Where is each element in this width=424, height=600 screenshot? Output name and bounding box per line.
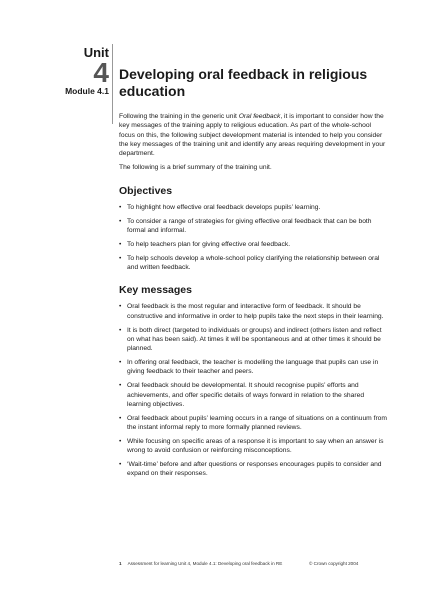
summary-paragraph: The following is a brief summary of the training unit. (119, 164, 272, 172)
bullet-icon: • (119, 326, 122, 334)
bullet-icon: • (119, 414, 122, 422)
list-item (119, 217, 387, 236)
objectives-heading: Objectives (119, 184, 173, 197)
list-item-text: To help teachers plan for giving effective oral feedback. (127, 240, 291, 248)
page-footer (119, 561, 387, 567)
list-item (119, 326, 387, 354)
list-item (119, 203, 387, 212)
list-item-text: It is both direct (targeted to individuals or groups) and indirect (others listen and reflect on what has been said). At times it will be spontaneous and at other times it should be planned. (127, 326, 382, 353)
footer-text: Assessment for learning Unit 4, Module 4.1: Developing oral feedback in RE (127, 561, 283, 566)
main-content (119, 112, 387, 483)
unit-number: 4 (93, 57, 109, 88)
header-divider (112, 44, 113, 124)
bullet-icon: • (119, 254, 122, 262)
copyright-text: © Crown copyright 2004 (309, 561, 359, 566)
bullet-icon: • (119, 461, 122, 469)
list-item-text: While focusing on specific areas of a response it is important to say when an answer is wrong to avoid confusion or reinforcing misconceptions. (127, 437, 384, 455)
list-item-text: To highlight how effective oral feedback develops pupils’ learning. (127, 203, 321, 211)
list-item (119, 358, 387, 377)
key-messages-heading: Key messages (119, 284, 192, 297)
intro-italic-term: Oral feedback (238, 113, 281, 120)
list-item-text: Oral feedback should be developmental. It should recognise pupils’ efforts and achievements, and offer specific details of ways forward in relation to the shared learning objectives. (127, 382, 365, 408)
bullet-icon: • (119, 203, 122, 211)
unit-badge (0, 46, 109, 97)
list-item-text: To consider a range of strategies for giving effective oral feedback that can be both formal and informal. (127, 217, 372, 234)
intro-text-end: , it is important to consider how the key messages of the training apply to religious education. As part of the whole-school focus on this, the following subject development material is intended to help you consider the key messages of the training unit and identify any areas requiring development in your department. (119, 113, 386, 158)
list-item (119, 414, 387, 433)
intro-text-start: Following the training in the generic unit (119, 113, 239, 120)
bullet-icon: • (119, 217, 122, 225)
list-item-text: Oral feedback is the most regular and interactive form of feedback. It should be constructive and informative in order to help pupils take the next steps in their learning. (127, 303, 384, 320)
list-item (119, 240, 387, 249)
bullet-icon: • (119, 303, 122, 311)
list-item-text: To help schools develop a whole-school policy clarifying the relationship between oral and written feedback. (127, 254, 380, 272)
list-item (119, 302, 387, 321)
bullet-icon: • (119, 382, 122, 390)
list-item (119, 460, 387, 479)
list-item-text: In offering oral feedback, the teacher is modelling the language that pupils can use in giving feedback to their teacher and peers. (127, 359, 379, 376)
unit-label: Unit (83, 45, 109, 60)
intro-paragraph (119, 112, 387, 158)
list-item (119, 437, 387, 456)
module-label: Module 4.1 (65, 86, 109, 96)
list-item (119, 381, 387, 409)
bullet-icon: • (119, 359, 122, 367)
list-item-text: Oral feedback about pupils’ learning occurs in a range of situations on a continuum from the instant informal reply to more formally planned reviews. (127, 414, 387, 431)
page-title: Developing oral feedback in religious education (119, 66, 368, 99)
objectives-list (119, 203, 387, 273)
bullet-icon: • (119, 437, 122, 445)
list-item-text: ‘Wait-time’ before and after questions or responses encourages pupils to consider and expand on their responses. (127, 461, 382, 478)
bullet-icon: • (119, 240, 122, 248)
key-messages-list (119, 302, 387, 478)
list-item (119, 254, 387, 273)
page-number: 1 (119, 561, 122, 566)
